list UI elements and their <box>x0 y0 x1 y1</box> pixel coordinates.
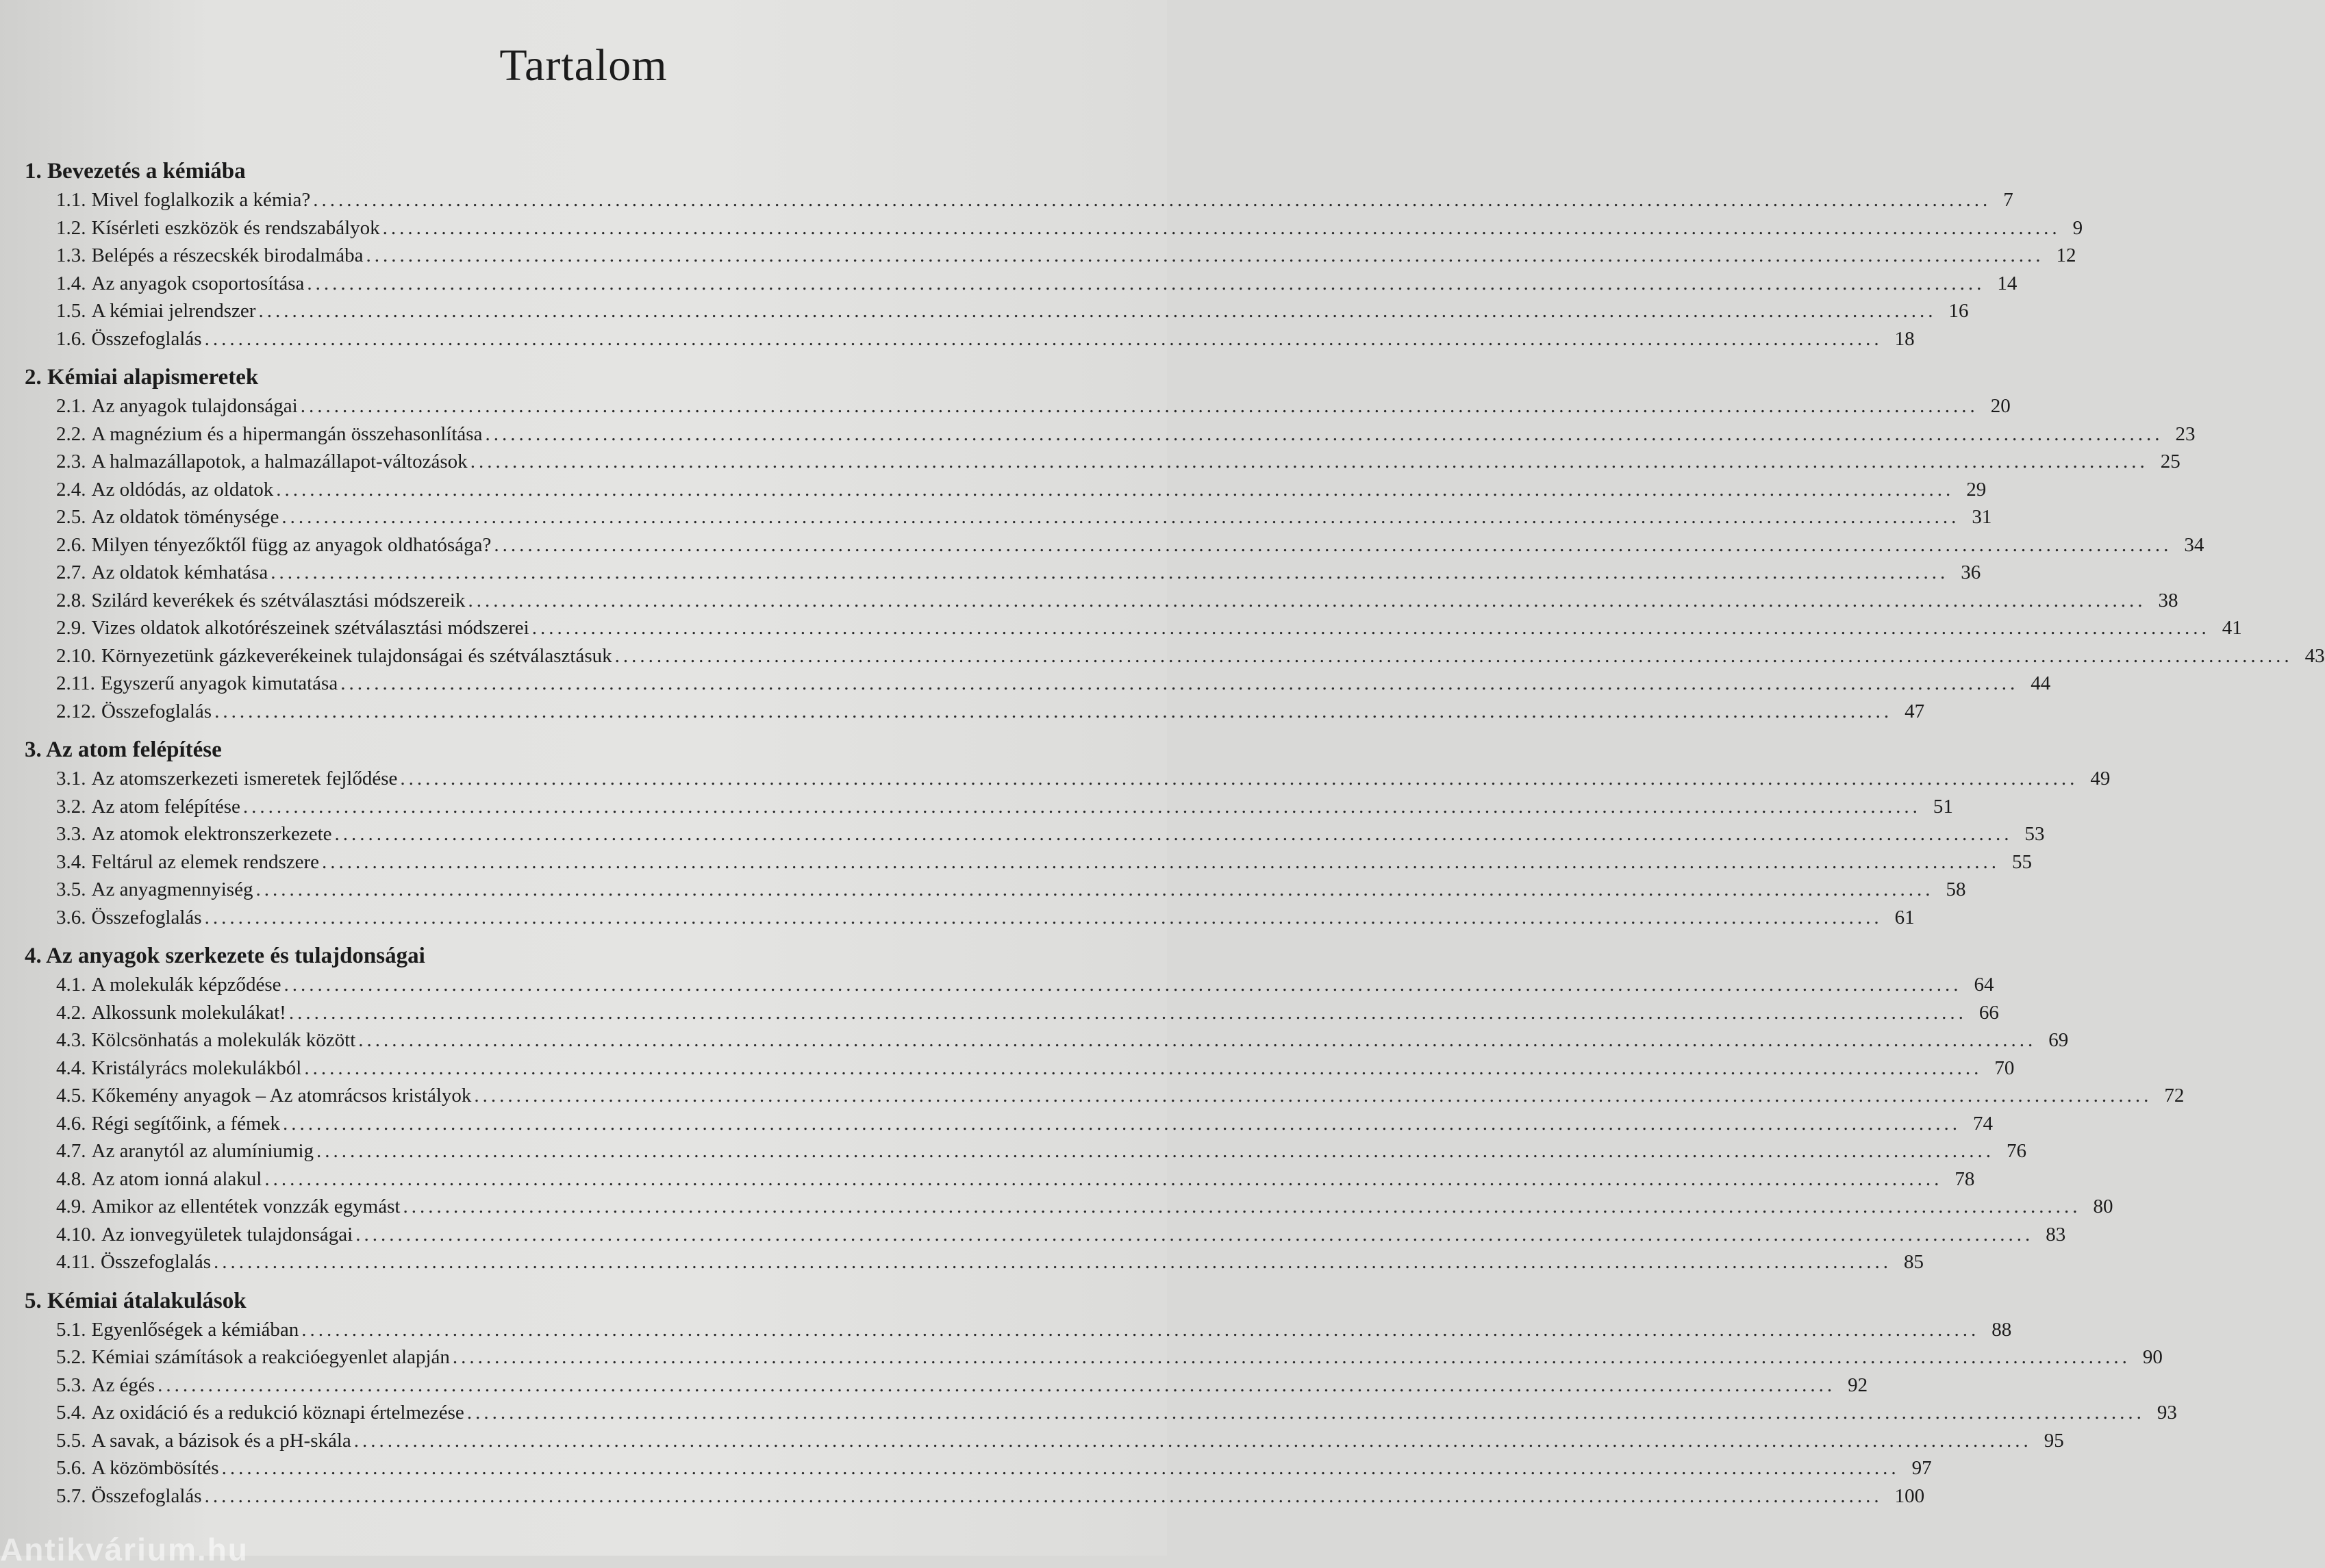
toc-entry-number: 5.4. <box>56 1402 86 1424</box>
toc-entry-page: 53 <box>2024 823 2045 845</box>
toc-entry-page: 47 <box>1905 700 1925 722</box>
dot-leader: ........................................................................................................................................................................................................ <box>355 1223 2034 1245</box>
toc-entry-page: 9 <box>2072 216 2083 239</box>
toc-entry-number: 2.12. <box>56 700 96 722</box>
toc-entry-page: 36 <box>1961 561 1981 583</box>
toc-entry-title <box>56 1193 400 1221</box>
toc-entry-title <box>56 1316 299 1344</box>
dot-leader: ........................................................................................................................................................................................................ <box>358 1029 2037 1051</box>
dot-leader: ........................................................................................................................................................................................................ <box>322 850 2000 873</box>
toc-entry-page: 7 <box>2003 189 2013 211</box>
toc-entry-page: 31 <box>1972 506 1992 528</box>
toc-entry <box>25 1454 1932 1482</box>
toc-entry-title <box>56 448 468 476</box>
toc-entry <box>25 392 2011 420</box>
toc-entry-title <box>56 614 529 642</box>
dot-leader: ........................................................................................................................................................................................................ <box>284 974 1962 996</box>
watermark: Antikvárium.hu <box>0 1532 249 1567</box>
toc-entry-number: 2.5. <box>56 506 86 528</box>
toc-entry-title <box>56 876 253 904</box>
toc-entry-page: 23 <box>2175 422 2196 445</box>
toc-entry-label: Az atomszerkezeti ismeretek fejlődése <box>91 768 398 789</box>
toc-entry <box>25 614 2242 642</box>
dot-leader: ........................................................................................................................................................................................................ <box>214 1251 1892 1273</box>
toc-entry-label: Belépés a részecskék birodalmába <box>91 244 364 266</box>
dot-leader: ........................................................................................................................................................................................................ <box>353 1429 2032 1452</box>
toc-entry-number: 2.9. <box>56 617 86 639</box>
toc-entry-page: 100 <box>1894 1484 1925 1507</box>
toc-entry-label: Alkossunk molekulákat! <box>91 1001 286 1024</box>
toc-entry-title <box>56 1054 301 1083</box>
toc-entry-title <box>56 392 298 420</box>
toc-entry-label: Amikor az ellentétek vonzzák egymást <box>91 1196 401 1217</box>
toc-entry-number: 2.7. <box>56 561 86 583</box>
toc-entry-number: 3.4. <box>56 850 86 873</box>
toc-entry-title <box>56 1137 314 1165</box>
toc-entry <box>25 448 2181 476</box>
toc-entry <box>25 1193 2113 1221</box>
toc-entry-title <box>56 1110 280 1138</box>
toc-entry-number: 2.2. <box>56 422 86 445</box>
toc-entry <box>25 1054 2015 1083</box>
toc-entry <box>25 1371 1868 1400</box>
toc-entry-title <box>56 325 202 353</box>
dot-leader: ........................................................................................................................................................................................................ <box>468 589 2146 611</box>
toc-entry-page: 34 <box>2184 533 2204 556</box>
toc-entry-page: 49 <box>2090 768 2111 789</box>
toc-entry-title <box>56 559 268 587</box>
toc-entry-page: 61 <box>1894 906 1915 928</box>
dot-leader: ........................................................................................................................................................................................................ <box>264 1167 1943 1190</box>
toc-entry-label: A közömbösítés <box>91 1457 219 1479</box>
toc-entry-label: Kőkemény anyagok – Az atomrácsos kristályok <box>91 1085 472 1107</box>
toc-entry-page: 20 <box>1990 395 2011 417</box>
toc-entry-label: Kristályrács molekulákból <box>91 1057 302 1079</box>
toc-entry-page: 58 <box>1946 878 1966 900</box>
toc-entry-label: A kémiai jelrendszer <box>91 300 256 322</box>
toc-entry-label: Kémiai számítások a reakcióegyenlet alapján <box>91 1346 450 1368</box>
dot-leader: ........................................................................................................................................................................................................ <box>276 478 1955 501</box>
dot-leader: ........................................................................................................................................................................................................ <box>221 1457 1900 1479</box>
toc-entry-number: 4.1. <box>56 974 86 996</box>
toc-entry-title <box>56 1482 202 1510</box>
toc-entry-number: 5.5. <box>56 1429 86 1452</box>
dot-leader: ........................................................................................................................................................................................................ <box>271 561 1949 583</box>
toc-entry-number: 5.2. <box>56 1346 86 1368</box>
toc-entry-number: 2.11. <box>56 672 95 694</box>
toc-entry <box>25 559 1981 587</box>
dot-leader: ........................................................................................................................................................................................................ <box>466 1402 2145 1424</box>
toc-entry-title <box>56 765 397 793</box>
toc-entry-page: 44 <box>2031 672 2051 694</box>
toc-entry-label: Összefoglalás <box>101 700 212 722</box>
toc-entry <box>25 297 1969 325</box>
toc-entry-label: Szilárd keverékek és szétválasztási módszereik <box>91 589 466 611</box>
toc-entry-label: Az anyagok tulajdonságai <box>91 395 298 417</box>
dot-leader: ........................................................................................................................................................................................................ <box>204 906 1883 928</box>
dot-leader: ........................................................................................................................................................................................................ <box>485 422 2163 445</box>
toc-entry-title <box>56 214 380 242</box>
toc-entry-number: 4.8. <box>56 1167 86 1190</box>
toc-entry <box>25 242 2076 270</box>
toc-entry-label: A halmazállapotok, a halmazállapot-változások <box>91 451 468 472</box>
toc-entry-title <box>56 531 491 559</box>
toc-entry-title <box>56 420 482 448</box>
toc-entry-page: 97 <box>1911 1457 1932 1479</box>
toc-entry-number: 4.6. <box>56 1112 86 1135</box>
toc-entry-page: 55 <box>2012 850 2033 873</box>
toc-entry-page: 83 <box>2046 1223 2066 1245</box>
toc-entry-number: 2.3. <box>56 451 86 472</box>
toc-entry-label: Az égés <box>91 1374 155 1396</box>
toc-entry <box>25 670 2051 698</box>
toc-entry-number: 2.4. <box>56 478 86 501</box>
dot-leader: ........................................................................................................................................................................................................ <box>281 506 1960 528</box>
toc-entry <box>25 642 2325 670</box>
toc-entry-label: Kísérleti eszközök és rendszabályok <box>91 216 380 239</box>
toc-entry-page: 41 <box>2222 617 2242 639</box>
toc-entry-page: 92 <box>1848 1374 1868 1396</box>
toc-entry <box>25 971 1994 999</box>
dot-leader: ........................................................................................................................................................................................................ <box>300 395 1978 417</box>
toc-entry-number: 5.1. <box>56 1318 86 1341</box>
dot-leader: ........................................................................................................................................................................................................ <box>452 1346 2131 1368</box>
toc-entry-page: 29 <box>1966 478 1987 501</box>
toc-entry <box>25 503 1992 531</box>
toc-entry-label: Összefoglalás <box>91 1484 202 1507</box>
toc-entry-title <box>56 848 319 876</box>
toc-entry <box>25 793 1953 821</box>
toc-entry-number: 3.6. <box>56 906 86 928</box>
toc-entry-label: Összefoglalás <box>91 327 202 350</box>
toc-entry-label: Az atomok elektronszerkezete <box>91 823 332 845</box>
dot-leader: ........................................................................................................................................................................................................ <box>400 768 2078 789</box>
toc-entry-label: Egyenlőségek a kémiában <box>91 1318 299 1341</box>
toc-entry-page: 14 <box>1997 272 2018 294</box>
toc-entry-number: 2.1. <box>56 395 86 417</box>
dot-leader: ........................................................................................................................................................................................................ <box>304 1057 1983 1079</box>
toc-entry <box>25 698 1925 726</box>
dot-leader: ........................................................................................................................................................................................................ <box>494 533 2172 556</box>
toc-entry-page: 90 <box>2142 1346 2163 1368</box>
toc-entry-label: Az atom ionná alakul <box>91 1167 262 1190</box>
toc-entry-title <box>56 297 255 325</box>
dot-leader: ........................................................................................................................................................................................................ <box>307 272 1985 294</box>
toc-entry-number: 4.11. <box>56 1251 95 1273</box>
toc-entry-number: 4.5. <box>56 1085 86 1107</box>
toc-entry-page: 51 <box>1933 795 1953 818</box>
toc-entry-label: Az oldódás, az oldatok <box>91 478 274 501</box>
toc-entry <box>25 270 2018 298</box>
toc-entry-page: 80 <box>2093 1196 2113 1217</box>
toc-entry-number: 4.2. <box>56 1001 86 1024</box>
toc-entry-number: 4.3. <box>56 1029 86 1051</box>
toc-entry-number: 5.3. <box>56 1374 86 1396</box>
toc-entry-title <box>56 1026 355 1054</box>
dot-leader: ........................................................................................................................................................................................................ <box>470 451 2148 472</box>
toc-entry-page: 25 <box>2160 451 2181 472</box>
toc-entry-number: 1.1. <box>56 189 86 211</box>
toc-entry-label: Az ionvegyületek tulajdonságai <box>101 1223 353 1245</box>
toc-entry-page: 93 <box>2157 1402 2177 1424</box>
toc-entry-label: A molekulák képződése <box>91 974 281 996</box>
toc-entry-label: A savak, a bázisok és a pH-skála <box>91 1429 351 1452</box>
toc-entry-title <box>56 1454 219 1482</box>
toc-entry-title <box>56 186 310 214</box>
toc-entry-label: Az oldatok kémhatása <box>91 561 268 583</box>
toc-entry-label: Mivel foglalkozik a kémia? <box>91 189 311 211</box>
toc-entry-number: 3.1. <box>56 768 86 789</box>
toc-entry-page: 43 <box>2304 644 2325 667</box>
toc-entry-page: 76 <box>2007 1140 2027 1162</box>
toc-entry-number: 5.7. <box>56 1484 86 1507</box>
toc-entry-title <box>56 670 338 698</box>
toc-entry-title <box>56 587 465 615</box>
toc-entry-title <box>56 1371 155 1400</box>
toc-entry <box>25 1165 1975 1193</box>
toc-entry-title <box>56 242 363 270</box>
toc-entry-title <box>56 1343 450 1371</box>
toc-entry-title <box>56 1399 464 1427</box>
toc-entry <box>25 765 2111 793</box>
toc-entry-number: 2.8. <box>56 589 86 611</box>
dot-leader: ........................................................................................................................................................................................................ <box>258 300 1937 322</box>
toc-entry <box>25 904 1915 932</box>
toc-entry-page: 70 <box>1994 1057 2015 1079</box>
toc-entry-page: 88 <box>1991 1318 2012 1341</box>
toc-entry-title <box>56 1248 211 1276</box>
dot-leader: ........................................................................................................................................................................................................ <box>313 189 1991 211</box>
toc-entry-title <box>56 971 281 999</box>
toc-entry-page: 18 <box>1894 327 1915 350</box>
toc-entry-label: Környezetünk gázkeverékeinek tulajdonságai és szétválasztásuk <box>101 644 612 667</box>
toc-entry-number: 4.4. <box>56 1057 86 1079</box>
toc-entry-title <box>56 698 212 726</box>
toc-entry <box>25 999 1999 1027</box>
toc-entry-label: Az oxidáció és a redukció köznapi értelmezése <box>91 1402 464 1424</box>
toc-entry-label: Régi segítőink, a fémek <box>91 1112 280 1135</box>
toc-entry-number: 4.9. <box>56 1196 86 1217</box>
toc-entry <box>25 214 2083 242</box>
toc-entry-label: A magnézium és a hipermangán összehasonlítása <box>91 422 483 445</box>
toc-entry <box>25 1343 2163 1371</box>
dot-leader: ........................................................................................................................................................................................................ <box>382 216 2061 239</box>
toc-entry <box>25 1399 2177 1427</box>
toc-entry <box>25 325 1915 353</box>
toc-entry-page: 38 <box>2158 589 2178 611</box>
toc-entry-number: 1.5. <box>56 300 86 322</box>
toc-entry-label: Az anyagok csoportosítása <box>91 272 305 294</box>
dot-leader: ........................................................................................................................................................................................................ <box>340 672 2019 694</box>
toc-entry-page: 12 <box>2056 244 2076 266</box>
toc-entry-page: 64 <box>1974 974 1994 996</box>
toc-entry-number: 4.10. <box>56 1223 96 1245</box>
toc-entry-title <box>56 270 304 298</box>
toc-entry-page: 74 <box>1972 1112 1993 1135</box>
toc-entry-label: Az oldatok töménysége <box>91 506 279 528</box>
table-of-contents <box>25 156 2325 1510</box>
toc-entry <box>25 1248 1924 1276</box>
toc-entry-page: 72 <box>2164 1085 2185 1107</box>
toc-entry-number: 3.2. <box>56 795 86 818</box>
toc-entry-number: 4.7. <box>56 1140 86 1162</box>
chapter-heading: 2. Kémiai alapismeretek <box>25 365 259 390</box>
toc-entry-label: Összefoglalás <box>100 1251 211 1273</box>
dot-leader: ........................................................................................................................................................................................................ <box>214 700 1893 722</box>
dot-leader: ........................................................................................................................................................................................................ <box>282 1112 1961 1135</box>
dot-leader: ........................................................................................................................................................................................................ <box>531 617 2210 639</box>
dot-leader: ........................................................................................................................................................................................................ <box>334 823 2013 845</box>
toc-entry-title <box>56 1427 351 1455</box>
toc-entry-label: Kölcsönhatás a molekulák között <box>91 1029 356 1051</box>
dot-leader: ........................................................................................................................................................................................................ <box>614 644 2293 667</box>
toc-entry-page: 69 <box>2048 1029 2069 1051</box>
toc-entry-number: 3.3. <box>56 823 86 845</box>
toc-entry-title <box>56 503 279 531</box>
toc-entry-title <box>56 820 332 848</box>
toc-entry-number: 1.6. <box>56 327 86 350</box>
chapter-heading: 4. Az anyagok szerkezete és tulajdonságai <box>25 944 425 968</box>
toc-entry-number: 1.2. <box>56 216 86 239</box>
toc-entry <box>25 1082 2185 1110</box>
toc-entry-title <box>56 1165 262 1193</box>
toc-entry <box>25 1221 2066 1249</box>
toc-entry <box>25 186 2013 214</box>
toc-entry <box>25 1427 2064 1455</box>
toc-entry-title <box>56 793 240 821</box>
toc-entry <box>25 848 2033 876</box>
dot-leader: ........................................................................................................................................................................................................ <box>242 795 1921 818</box>
dot-leader: ........................................................................................................................................................................................................ <box>204 327 1883 350</box>
toc-entry-label: Az atom felépítése <box>91 795 240 818</box>
toc-entry <box>25 1110 1993 1138</box>
toc-entry-number: 5.6. <box>56 1457 86 1479</box>
toc-entry <box>25 1482 1925 1510</box>
toc-entry-title <box>56 476 273 504</box>
toc-entry-title <box>56 999 286 1027</box>
toc-entry-label: Vizes oldatok alkotórészeinek szétválasztási módszerei <box>91 617 529 639</box>
dot-leader: ........................................................................................................................................................................................................ <box>474 1085 2152 1107</box>
toc-entry-title <box>56 642 612 670</box>
dot-leader: ........................................................................................................................................................................................................ <box>158 1374 1836 1396</box>
toc-entry-label: Az anyagmennyiség <box>91 878 253 900</box>
toc-entry-number: 1.4. <box>56 272 86 294</box>
toc-entry-page: 85 <box>1904 1251 1924 1273</box>
toc-entry <box>25 587 2178 615</box>
dot-leader: ........................................................................................................................................................................................................ <box>301 1318 1980 1341</box>
toc-entry-title <box>56 904 202 932</box>
toc-entry <box>25 820 2045 848</box>
dot-leader: ........................................................................................................................................................................................................ <box>403 1196 2081 1217</box>
toc-entry-number: 2.6. <box>56 533 86 556</box>
chapter-heading: 5. Kémiai átalakulások <box>25 1288 247 1313</box>
chapter-heading: 3. Az atom felépítése <box>25 737 222 762</box>
toc-entry-number: 2.10. <box>56 644 96 667</box>
dot-leader: ........................................................................................................................................................................................................ <box>288 1001 1967 1024</box>
toc-entry <box>25 1316 2012 1344</box>
dot-leader: ........................................................................................................................................................................................................ <box>255 878 1934 900</box>
toc-entry <box>25 1137 2027 1165</box>
toc-entry-page: 95 <box>2044 1429 2064 1452</box>
toc-entry-number: 3.5. <box>56 878 86 900</box>
toc-entry <box>25 531 2204 559</box>
toc-entry-label: Összefoglalás <box>91 906 202 928</box>
toc-entry-page: 66 <box>1978 1001 1999 1024</box>
toc-entry <box>25 1026 2069 1054</box>
chapter-heading: 1. Bevezetés a kémiába <box>25 159 246 184</box>
toc-entry-label: Az aranytól az alumíniumig <box>91 1140 314 1162</box>
toc-entry-title <box>56 1082 471 1110</box>
dot-leader: ........................................................................................................................................................................................................ <box>316 1140 1995 1162</box>
dot-leader: ........................................................................................................................................................................................................ <box>204 1484 1883 1507</box>
toc-entry-label: Milyen tényezőktől függ az anyagok oldhatósága? <box>91 533 492 556</box>
toc-entry-number: 1.3. <box>56 244 86 266</box>
page-title: Tartalom <box>499 40 668 90</box>
toc-entry <box>25 876 1966 904</box>
toc-entry <box>25 420 2196 448</box>
toc-entry-label: Egyszerű anyagok kimutatása <box>100 672 338 694</box>
toc-entry-page: 16 <box>1948 300 1969 322</box>
toc-entry-page: 78 <box>1955 1167 1975 1190</box>
toc-entry-title <box>56 1221 353 1249</box>
dot-leader: ........................................................................................................................................................................................................ <box>366 244 2044 266</box>
toc-entry-label: Feltárul az elemek rendszere <box>91 850 320 873</box>
toc-entry <box>25 476 1987 504</box>
